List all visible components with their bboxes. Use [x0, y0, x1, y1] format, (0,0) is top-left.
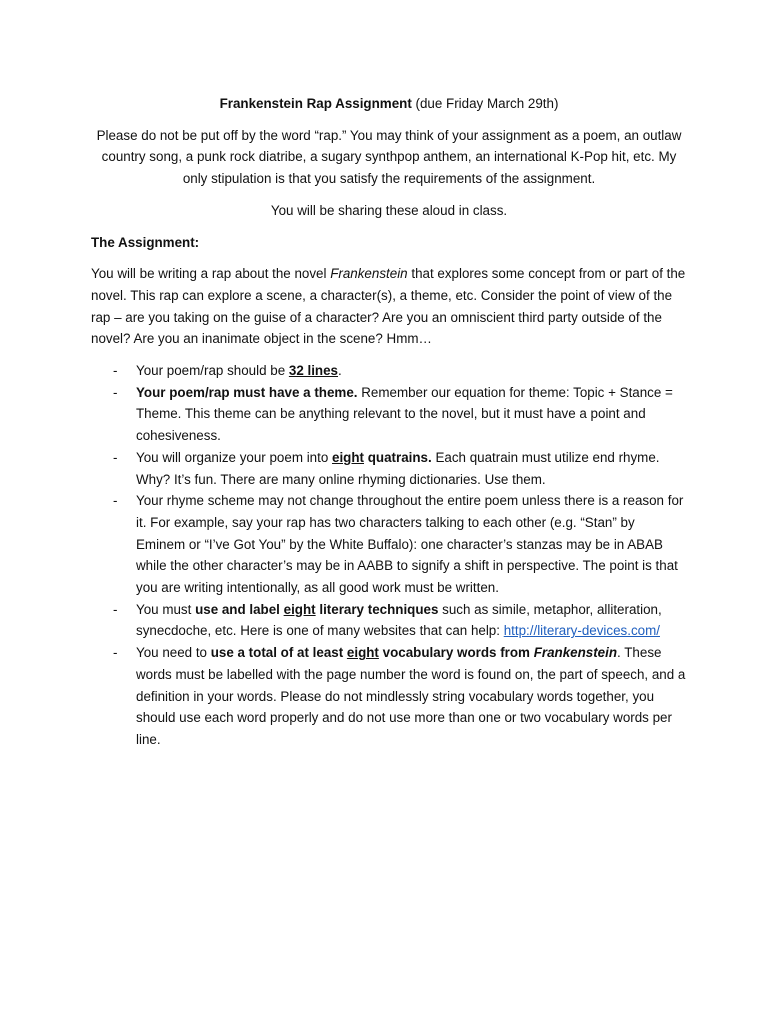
document-page [91, 93, 687, 751]
emphasis-text: Your poem/rap must have a theme. [136, 384, 358, 400]
sharing-note: You will be sharing these aloud in class. [270, 202, 508, 218]
emphasis-text: 32 lines [288, 363, 339, 379]
description-text: that explores some concept from or part of the novel. This rap can explore a scene, a character(s), a theme, etc. Consider the point of view of the rap – are you taking on the guise of a character? Are you an omniscient third party outside of the novel? Are you an inanimate object in the scene? Hmm… [91, 266, 686, 347]
title-due-date: (due Friday March 29th) [411, 96, 559, 111]
requirement-text: Each quatrain must utilize end rhyme. Why? It’s fun. There are many online rhyming dictionaries. Use them. [136, 449, 660, 487]
bullet-dash: - [113, 449, 118, 465]
requirement-text: . These words must be labelled with the page number the word is found on, the part of speech, and a definition in your words. Please do not mindlessly string vocabulary words together, you should use each word properly and do not use more than one or two vocabulary words per line. [136, 645, 686, 747]
title-bold: Frankenstein Rap Assignment [219, 96, 412, 111]
emphasis-text: vocabulary words from [378, 645, 534, 661]
requirement-item-lines [91, 360, 687, 382]
description-text: You will be writing a rap about the novel [91, 266, 331, 282]
document-title [91, 93, 687, 115]
requirement-text: You will organize your poem into [136, 449, 333, 465]
emphasis-text: literary techniques [315, 601, 439, 617]
bullet-dash: - [113, 601, 118, 617]
assignment-description [91, 263, 687, 350]
emphasis-text: use a total of at least [210, 645, 347, 661]
requirement-item-literary-techniques [91, 599, 687, 642]
emphasis-text: use and label [195, 601, 284, 617]
requirements-list [91, 360, 687, 751]
literary-devices-link[interactable]: http://literary-devices.com/ [503, 623, 660, 639]
requirement-item-rhyme-scheme [91, 490, 687, 599]
novel-title: Frankenstein [533, 645, 618, 661]
assignment-heading: The Assignment: [91, 234, 200, 250]
requirement-item-quatrains [91, 447, 687, 490]
requirement-text: You must [136, 601, 196, 617]
bullet-dash: - [113, 384, 118, 400]
bullet-dash: - [113, 645, 118, 661]
emphasis-text: eight [332, 449, 365, 465]
novel-title: Frankenstein [330, 266, 408, 282]
emphasis-text: quatrains. [364, 449, 432, 465]
requirement-text: such as simile, metaphor, alliteration, synecdoche, etc. Here is one of many websites that can help: [136, 601, 662, 639]
requirement-text: Your poem/rap should be [136, 363, 289, 379]
intro-paragraph: Please do not be put off by the word “rap.” You may think of your assignment as a poem, an outlaw country song, a punk rock diatribe, a sugary synthpop anthem, an international K-Pop hit, etc. My only stipulation is that you satisfy the requirements of the assignment. [96, 127, 682, 187]
requirement-item-theme [91, 382, 687, 447]
requirement-text: . [338, 363, 342, 379]
requirement-item-vocabulary [91, 642, 687, 751]
requirement-text: Remember our equation for theme: Topic + Stance = Theme. This theme can be anything relevant to the novel, but it must have a point and cohesiveness. [136, 384, 673, 444]
bullet-dash: - [113, 493, 118, 509]
emphasis-text: eight [283, 601, 316, 617]
requirement-text: You need to [136, 645, 211, 661]
emphasis-text: eight [346, 645, 379, 661]
bullet-dash: - [113, 363, 118, 379]
requirement-text: Your rhyme scheme may not change throughout the entire poem unless there is a reason for it. For example, say your rap has two characters talking to each other (e.g. “Stan” by Eminem or “I’ve Got You” by the White Buffalo): one character’s stanzas may be in ABAB while the other character’s may be in AABB to signify a shift in perspective. The point is that you are writing intentionally, as all good work must be written. [136, 493, 684, 596]
